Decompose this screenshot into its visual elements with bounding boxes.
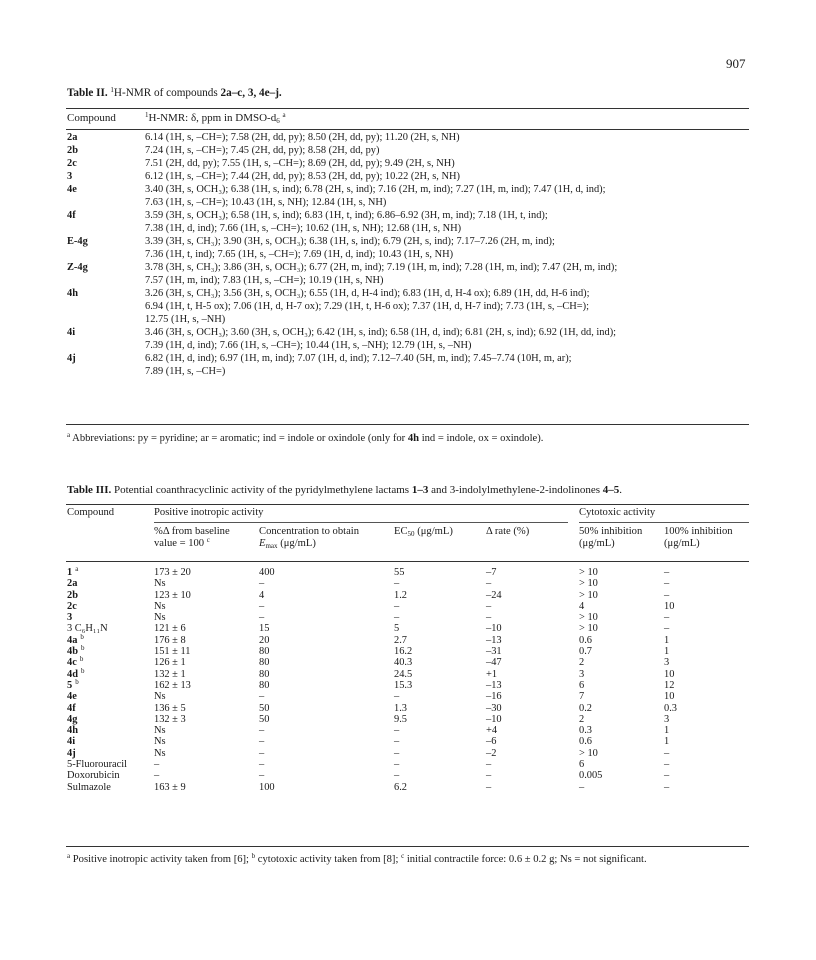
table2-cell-compound: 2c [67, 158, 77, 169]
table3-cell-compound [67, 703, 76, 714]
table2-col-nmr-sub: 6 [276, 117, 280, 125]
table3-footnote-a-text: Positive inotropic activity taken from [6]; [70, 854, 252, 865]
table3-cell-compound-name: 4h [67, 725, 78, 737]
table3-cell-compound-note: b [80, 632, 84, 641]
table3-row [67, 782, 749, 793]
table3-cell-ec50: – [394, 612, 400, 624]
table3-cell-ec50: – [394, 770, 400, 782]
table3-cell-compound-note: b [80, 666, 85, 675]
table3-cell-compound-note: b [75, 677, 79, 686]
table3-body [67, 567, 749, 793]
table2-body [67, 131, 749, 378]
table3-bottom-rule [66, 846, 749, 847]
table3-cell-inh50: > 10 [579, 623, 598, 635]
table3-cell-ec50: – [394, 736, 400, 748]
table3-cell-compound-name: 5 [67, 679, 73, 691]
table3-cell-conc: – [259, 725, 265, 737]
table3-row [67, 725, 749, 736]
table3-cell-ec50: – [394, 578, 400, 590]
table3-cell-rate: +1 [486, 668, 498, 680]
table3-cell-inh100: – [664, 567, 670, 578]
table3-col-ec50-sub: 50 [407, 530, 415, 538]
table3-cell-compound-name: 1 [67, 567, 73, 578]
table3-row [67, 666, 749, 680]
table3-cell-conc: – [259, 736, 265, 748]
table3-group-inotropic: Positive inotropic activity [154, 507, 264, 518]
table3-cell-compound-name: 4e [67, 691, 77, 703]
table3-cell-compound [67, 567, 78, 578]
table3-col-inh50: 50% inhibition (μg/mL) [579, 526, 643, 549]
table3-cell-inh100: 3 [664, 657, 670, 669]
table3-cell-rate: –13 [486, 679, 502, 691]
table3-cell-inh50: 6 [579, 679, 585, 691]
table3-cell-compound-name: 2b [67, 589, 78, 601]
table3-cell-ec50: 2.7 [394, 634, 407, 646]
table3-cell-rate: –6 [486, 736, 497, 748]
table3-cell-compound [67, 677, 79, 691]
table3-row [67, 567, 749, 578]
table3-footnote-a: a [67, 852, 71, 860]
table3-cell-rate: – [486, 759, 492, 771]
table3-cell-conc: 20 [259, 634, 270, 646]
table3-col-ec50-text: EC [394, 526, 408, 537]
table3-cell-rate: –13 [486, 634, 502, 646]
table3-col-compound: Compound [67, 507, 115, 518]
table3-cell-conc: 100 [259, 781, 275, 793]
table3-row [67, 736, 749, 747]
table3-cell-rate: –7 [486, 567, 497, 578]
table3-cell-conc: – [259, 759, 265, 771]
table3-cell-conc: – [259, 578, 265, 590]
table3-cell-pct: 176 ± 8 [154, 634, 186, 646]
table3-cell-inh50: > 10 [579, 578, 598, 590]
table3-cell-conc: 80 [259, 668, 270, 680]
table3-row [67, 748, 749, 759]
table3-cell-compound-name: 4i [67, 736, 76, 748]
table3-cell-pct: 136 ± 5 [154, 702, 186, 714]
table3-row [67, 677, 749, 691]
table3-cell-compound-name: 4a [67, 634, 78, 646]
table3-row [67, 657, 749, 668]
table3-caption-b2: 4–5 [602, 484, 620, 496]
table3-cell-inh50: > 10 [579, 567, 598, 578]
table3-cell-pct: Ns [154, 691, 166, 703]
table3-cell-compound [67, 590, 78, 601]
table3-cell-compound [67, 578, 77, 589]
table3-cell-compound-name: Doxorubicin [67, 770, 120, 782]
table3-col-conc-sub: max [265, 542, 278, 550]
table3-cell-inh50: 0.6 [579, 736, 592, 748]
table3-col-conc [259, 526, 359, 550]
table3-col-ec50-unit: (μg/mL) [414, 526, 453, 537]
table2-caption-label: Table II. [67, 87, 108, 99]
table3-cell-compound [67, 782, 111, 793]
table3-cell-compound [67, 714, 77, 725]
table2-header [67, 112, 747, 126]
table3-cell-compound [67, 601, 77, 612]
table3-header-row1 [67, 507, 749, 521]
table3-cell-inh100: – [664, 781, 670, 793]
table2-cell-nmr: 3.59 (3H, s, OCH₃); 6.58 (1H, s, ind); 6.83 (1H, t, ind); 6.86–6.92 (3H, m, ind); 7.18 (1H, t, ind); 7.38 (1H, d, ind); 7.66 (1H, s, –CH=); 10.62 (1H, s, NH); 12.68 (1H, s, NH) [145, 210, 548, 234]
table3-cell-inh100: 1 [664, 736, 670, 748]
table3-cell-inh100: – [664, 623, 670, 635]
table3-row [67, 759, 749, 770]
table3-cell-inh50: 2 [579, 713, 585, 725]
table3-group-rule-cytotoxic [579, 522, 749, 523]
table3-col-conc-line1: Concentration to obtain [259, 526, 360, 537]
table3-cell-compound-name: 2a [67, 578, 78, 590]
table2-cell-compound: 4e [67, 184, 77, 195]
table2-cell-nmr: 3.39 (3H, s, CH₃); 3.90 (3H, s, OCH₃); 6.38 (1H, s, ind); 6.79 (2H, s, ind); 7.17–7.26 (2H, m, ind); 7.36 (1H, t, ind); 7.65 (1H, s, –CH=); 7.69 (1H, d, ind); 10.43 (1H, s, NH) [145, 236, 555, 260]
table2-row [67, 157, 749, 170]
table3-cell-inh100: – [664, 770, 670, 782]
table3-cell-compound-name: 2c [67, 600, 77, 612]
table3-cell-conc: 80 [259, 646, 270, 658]
table3-cell-inh100: – [664, 612, 670, 624]
table3-header [67, 507, 749, 556]
table3-cell-inh100: – [664, 759, 670, 771]
table3-cell-inh50: 7 [579, 691, 585, 703]
table2-cell-compound: 4j [67, 353, 76, 364]
table3-cell-rate: –16 [486, 691, 502, 703]
table3-row [67, 623, 749, 634]
table3-cell-conc: 4 [259, 589, 265, 601]
table3-header-row2 [67, 526, 749, 556]
table2-cell-compound: 2a [67, 132, 78, 143]
table3-cell-compound-name: 3 [67, 612, 73, 624]
table2-cell-compound: 4f [67, 210, 76, 221]
table3-cell-compound-name: 4d [67, 668, 78, 680]
table3-cell-rate: – [486, 600, 492, 612]
table3-row [67, 703, 749, 714]
table2-cell-compound: 3 [67, 171, 73, 182]
table3-caption-mid: and 3-indolylmethylene-2-indolinones [428, 484, 603, 496]
table3-cell-compound-note: a [75, 565, 79, 573]
table3-cell-inh100: 1 [664, 725, 670, 737]
table3-row [67, 714, 749, 725]
table3-cell-ec50: – [394, 747, 400, 759]
table2-cell-nmr: 3.26 (3H, s, CH₃); 3.56 (3H, s, OCH₃); 6.55 (1H, d, H-4 ind); 6.83 (1H, d, H-4 ox); 6.89 (1H, dd, H-6 ind); 6.94 (1H, t, H-5 ox); 7.06 (1H, d, H-7 ox); 7.29 (1H, t, H-6 ox); 7.37 (1H, d, H-7 ind); 7.73 (1H, s, –CH=); 12.75 (1H, s, –NH) [145, 288, 590, 325]
table2-col-nmr-note: a [282, 111, 286, 119]
table3-cell-ec50: 5 [394, 623, 400, 635]
table3-cell-compound [67, 770, 120, 781]
table2-caption [67, 87, 282, 99]
table3-cell-inh100: 0.3 [664, 702, 677, 714]
table2-cell-nmr: 6.14 (1H, s, –CH=); 7.58 (2H, dd, py); 8.50 (2H, dd, py); 11.20 (2H, s, NH) [145, 132, 460, 143]
table3-cell-ec50: 55 [394, 567, 405, 578]
table2-footnote-bold: 4h [407, 433, 420, 444]
table3-cell-conc: 80 [259, 679, 270, 691]
table3-col-pct [154, 526, 230, 550]
table3-row [67, 612, 749, 623]
table3-cell-ec50: 1.2 [394, 589, 407, 601]
table3-cell-ec50: 9.5 [394, 713, 407, 725]
table2-row [67, 209, 749, 235]
table2-top-rule [66, 108, 749, 109]
table2-col-nmr-sup: 1 [145, 111, 149, 119]
table3-row [67, 578, 749, 589]
table3-cell-conc: 50 [259, 713, 270, 725]
table3-cell-pct: Ns [154, 725, 166, 737]
table2-row [67, 170, 749, 183]
table2-row [67, 144, 749, 157]
table3-cell-compound-note: b [79, 655, 84, 664]
table3-cell-pct: Ns [154, 612, 166, 624]
table3-cell-rate: – [486, 770, 492, 782]
table2-cell-compound: Z-4g [67, 262, 88, 273]
table3-caption [67, 484, 622, 496]
table3-cell-pct: 163 ± 9 [154, 781, 186, 793]
table3-cell-pct: Ns [154, 600, 166, 612]
table3-cell-inh50: > 10 [579, 747, 598, 759]
table3-cell-pct: 132 ± 1 [154, 668, 186, 680]
table3-cell-pct: 121 ± 6 [154, 623, 186, 635]
table3-cell-inh100: – [664, 747, 670, 759]
table2-row [67, 326, 749, 352]
table2-bottom-rule [66, 424, 749, 425]
table3-top-rule [66, 504, 749, 505]
table3-cell-rate: –47 [486, 657, 502, 669]
table3-cell-inh50: > 10 [579, 589, 598, 601]
table2-caption-sup: 1 [110, 86, 114, 94]
table3-cell-compound-name: 4g [67, 713, 78, 725]
table3-footnote-b-text: cytotoxic activity taken from [8]; [255, 854, 402, 865]
table3-caption-b1: 1–3 [411, 484, 429, 496]
table3-group-cytotoxic: Cytotoxic activity [579, 507, 656, 518]
table2-cell-nmr: 3.78 (3H, s, CH₃); 3.86 (3H, s, OCH₃); 6.77 (2H, m, ind); 7.19 (1H, m, ind); 7.28 (1H, m, ind); 7.47 (2H, m, ind); 7.57 (1H, m, ind); 7.83 (1H, s, –CH=); 10.19 (1H, s, NH) [145, 262, 618, 286]
table3-cell-compound [67, 725, 78, 736]
table3-cell-compound [67, 736, 75, 747]
table3-cell-conc: – [259, 770, 265, 782]
table3-cell-ec50: 24.5 [394, 668, 413, 680]
table2-col-compound: Compound [67, 112, 116, 124]
table3-cell-rate: –10 [486, 623, 502, 635]
table3-header-rule [66, 561, 749, 562]
table3-cell-pct: 151 ± 11 [154, 646, 191, 658]
table3-cell-ec50: – [394, 725, 400, 737]
table3-caption-label: Table III. [67, 484, 112, 496]
table3-row [67, 601, 749, 612]
table3-cell-inh50: 4 [579, 600, 585, 612]
table3-cell-inh50: 2 [579, 657, 585, 669]
table3-cell-compound-name: 5-Fluorouracil [67, 759, 128, 771]
table2-footnote-mark: a [67, 431, 71, 439]
table3-cell-inh100: 10 [664, 691, 675, 703]
table3-cell-inh50: 0.6 [579, 634, 592, 646]
table3-cell-inh50: > 10 [579, 612, 598, 624]
table3-cell-pct: Ns [154, 747, 166, 759]
table3-caption-text: Potential coanthracyclinic activity of the pyridylmethylene lactams [111, 484, 412, 496]
table2-col-nmr-text: H-NMR: δ, ppm in DMSO-d [148, 112, 277, 124]
table3-cell-rate: –24 [486, 589, 502, 601]
table3-footnote [67, 853, 757, 867]
table3-cell-rate: +4 [486, 725, 498, 737]
table3-cell-rate: –30 [486, 702, 502, 714]
table3-cell-conc: – [259, 612, 265, 624]
table3-cell-ec50: 16.2 [394, 646, 413, 658]
table2-row [67, 261, 749, 287]
table3-cell-rate: –2 [486, 747, 497, 759]
table2-col-nmr [145, 112, 286, 124]
table3-cell-compound-name: 4b [67, 646, 78, 658]
table3-row [67, 770, 749, 781]
table2-cell-nmr: 3.40 (3H, s, OCH₃); 6.38 (1H, s, ind); 6.78 (2H, s, ind); 7.16 (2H, m, ind); 7.27 (1H, m, ind); 7.47 (1H, d, ind); 7.63 (1H, s, –CH=); 10.43 (1H, s, NH); 12.84 (1H, s, NH) [145, 184, 606, 208]
table3-col-inh100: 100% inhibition (μg/mL) [664, 526, 733, 549]
table3-cell-compound-name: Sulmazole [67, 781, 111, 793]
table3-cell-rate: – [486, 612, 492, 624]
table3-group-rule-inotropic [154, 522, 568, 523]
table2-cell-nmr: 7.24 (1H, s, –CH=); 7.45 (2H, dd, py); 8.58 (2H, dd, py) [145, 145, 380, 156]
table3-cell-compound [67, 691, 77, 702]
table3-cell-pct: – [154, 759, 160, 771]
table3-cell-compound [67, 623, 108, 634]
table3-cell-ec50: 40.3 [394, 657, 413, 669]
table3-cell-ec50: – [394, 759, 400, 771]
table3-footnote-c: c [401, 852, 405, 860]
table3-cell-compound [67, 612, 72, 623]
table3-cell-ec50: 1.3 [394, 702, 407, 714]
table2-row [67, 131, 749, 144]
table3-cell-compound-name: 4c [67, 657, 77, 669]
table2-cell-nmr: 6.12 (1H, s, –CH=); 7.44 (2H, dd, py); 8.53 (2H, dd, py); 10.22 (2H, s, NH) [145, 171, 460, 182]
table3-col-pct-note: c [206, 536, 210, 544]
table3-cell-rate: – [486, 578, 492, 590]
table2-cell-compound: E-4g [67, 236, 88, 247]
table3-cell-pct: 162 ± 13 [154, 679, 191, 691]
table3-cell-ec50: – [394, 600, 400, 612]
table3-cell-ec50: 15.3 [394, 679, 413, 691]
table3-cell-inh100: 3 [664, 713, 670, 725]
table3-row [67, 632, 749, 646]
table3-col-ec50 [394, 526, 453, 538]
table3-cell-inh100: – [664, 589, 670, 601]
table2-header-rule [66, 129, 749, 130]
table3-cell-pct: 126 ± 1 [154, 657, 186, 669]
table3-footnote-c-text: initial contractile force: 0.6 ± 0.2 g; Ns = not significant. [404, 854, 647, 865]
table3-cell-inh50: 0.7 [579, 646, 592, 658]
table3-cell-conc: 80 [259, 657, 270, 669]
table3-cell-inh50: 3 [579, 668, 585, 680]
table3-cell-pct: 173 ± 20 [154, 567, 191, 578]
table3-caption-end: . [619, 484, 622, 496]
table2-row [67, 235, 749, 261]
table2-row [67, 352, 749, 378]
table2-footnote-tail: ind = indole, ox = oxindole). [419, 433, 544, 444]
table2-footnote [67, 433, 543, 444]
table3-cell-compound-name: 4j [67, 747, 76, 759]
table3-col-conc-unit: (μg/mL) [277, 538, 316, 549]
table2-row [67, 287, 749, 326]
table3-cell-compound-note: b [80, 644, 85, 653]
table3-cell-inh50: 0.3 [579, 725, 592, 737]
table3-footnote-b: b [251, 852, 256, 860]
page-number: 907 [726, 56, 746, 71]
table3-cell-conc: – [259, 747, 265, 759]
table3-cell-conc: – [259, 691, 265, 703]
table3-cell-compound-name: 4f [67, 702, 76, 714]
table3-cell-inh100: 12 [664, 679, 675, 691]
table2-caption-text: H-NMR of compounds [113, 87, 221, 99]
table3-cell-pct: Ns [154, 736, 166, 748]
table3-col-rate: Δ rate (%) [486, 526, 530, 537]
table3-row [67, 691, 749, 702]
table3-cell-inh50: 0.005 [579, 770, 603, 782]
table3-row [67, 646, 749, 657]
table3-cell-inh100: 10 [664, 668, 675, 680]
table3-cell-pct: – [154, 770, 160, 782]
table3-cell-inh100: 10 [664, 600, 675, 612]
table3-cell-inh50: 0.2 [579, 702, 592, 714]
table3-cell-inh100: 1 [664, 634, 670, 646]
table3-cell-compound-name: 3 C₆H₁₁N [67, 623, 108, 635]
table2-cell-compound: 4h [67, 288, 78, 299]
table2-cell-compound: 2b [67, 145, 78, 156]
table2-caption-compounds: 2a–c, 3, 4e–j. [220, 87, 282, 99]
table3-cell-compound [67, 759, 127, 770]
table3-cell-conc: 400 [259, 567, 275, 578]
table3-cell-pct: Ns [154, 578, 166, 590]
table3-cell-conc: – [259, 600, 265, 612]
table3-cell-inh100: – [664, 578, 670, 590]
table2-footnote-text: Abbreviations: py = pyridine; ar = aromatic; ind = indole or oxindole (only for [70, 433, 408, 444]
table2-cell-nmr: 6.82 (1H, d, ind); 6.97 (1H, m, ind); 7.07 (1H, d, ind); 7.12–7.40 (5H, m, ind); 7.45–7.74 (10H, m, ar); 7.89 (1H, s, –CH=) [145, 353, 572, 377]
table3-cell-conc: 15 [259, 623, 270, 635]
table3-cell-conc: 50 [259, 702, 270, 714]
table3-cell-rate: –31 [486, 646, 502, 658]
table3-col-pct-text: %Δ from baseline value = 100 [154, 526, 230, 549]
table3-row [67, 590, 749, 601]
table3-cell-inh50: – [579, 781, 585, 793]
table2-cell-nmr: 7.51 (2H, dd, py); 7.55 (1H, s, –CH=); 8.69 (2H, dd, py); 9.49 (2H, s, NH) [145, 158, 455, 169]
table3-col-conc-e: E [259, 538, 266, 549]
table3-cell-rate: –10 [486, 713, 502, 725]
table3-cell-rate: – [486, 781, 492, 793]
table3-cell-pct: 123 ± 10 [154, 589, 191, 601]
table2-row [67, 183, 749, 209]
table3-cell-compound [67, 748, 76, 759]
table2-cell-nmr: 3.46 (3H, s, OCH₃); 3.60 (3H, s, OCH₃); 6.42 (1H, s, ind); 6.58 (1H, d, ind); 6.81 (2H, s, ind); 6.92 (1H, dd, ind); 7.39 (1H, d, ind); 7.66 (1H, s, –CH=); 10.44 (1H, s, –NH); 12.79 (1H, s, –NH) [145, 327, 617, 351]
table3-cell-inh50: 6 [579, 759, 585, 771]
table3-cell-pct: 132 ± 3 [154, 713, 186, 725]
table3-cell-inh100: 1 [664, 646, 670, 658]
table2-cell-compound: 4i [67, 327, 76, 338]
table3-cell-ec50: – [394, 691, 400, 703]
table3-cell-ec50: 6.2 [394, 781, 407, 793]
